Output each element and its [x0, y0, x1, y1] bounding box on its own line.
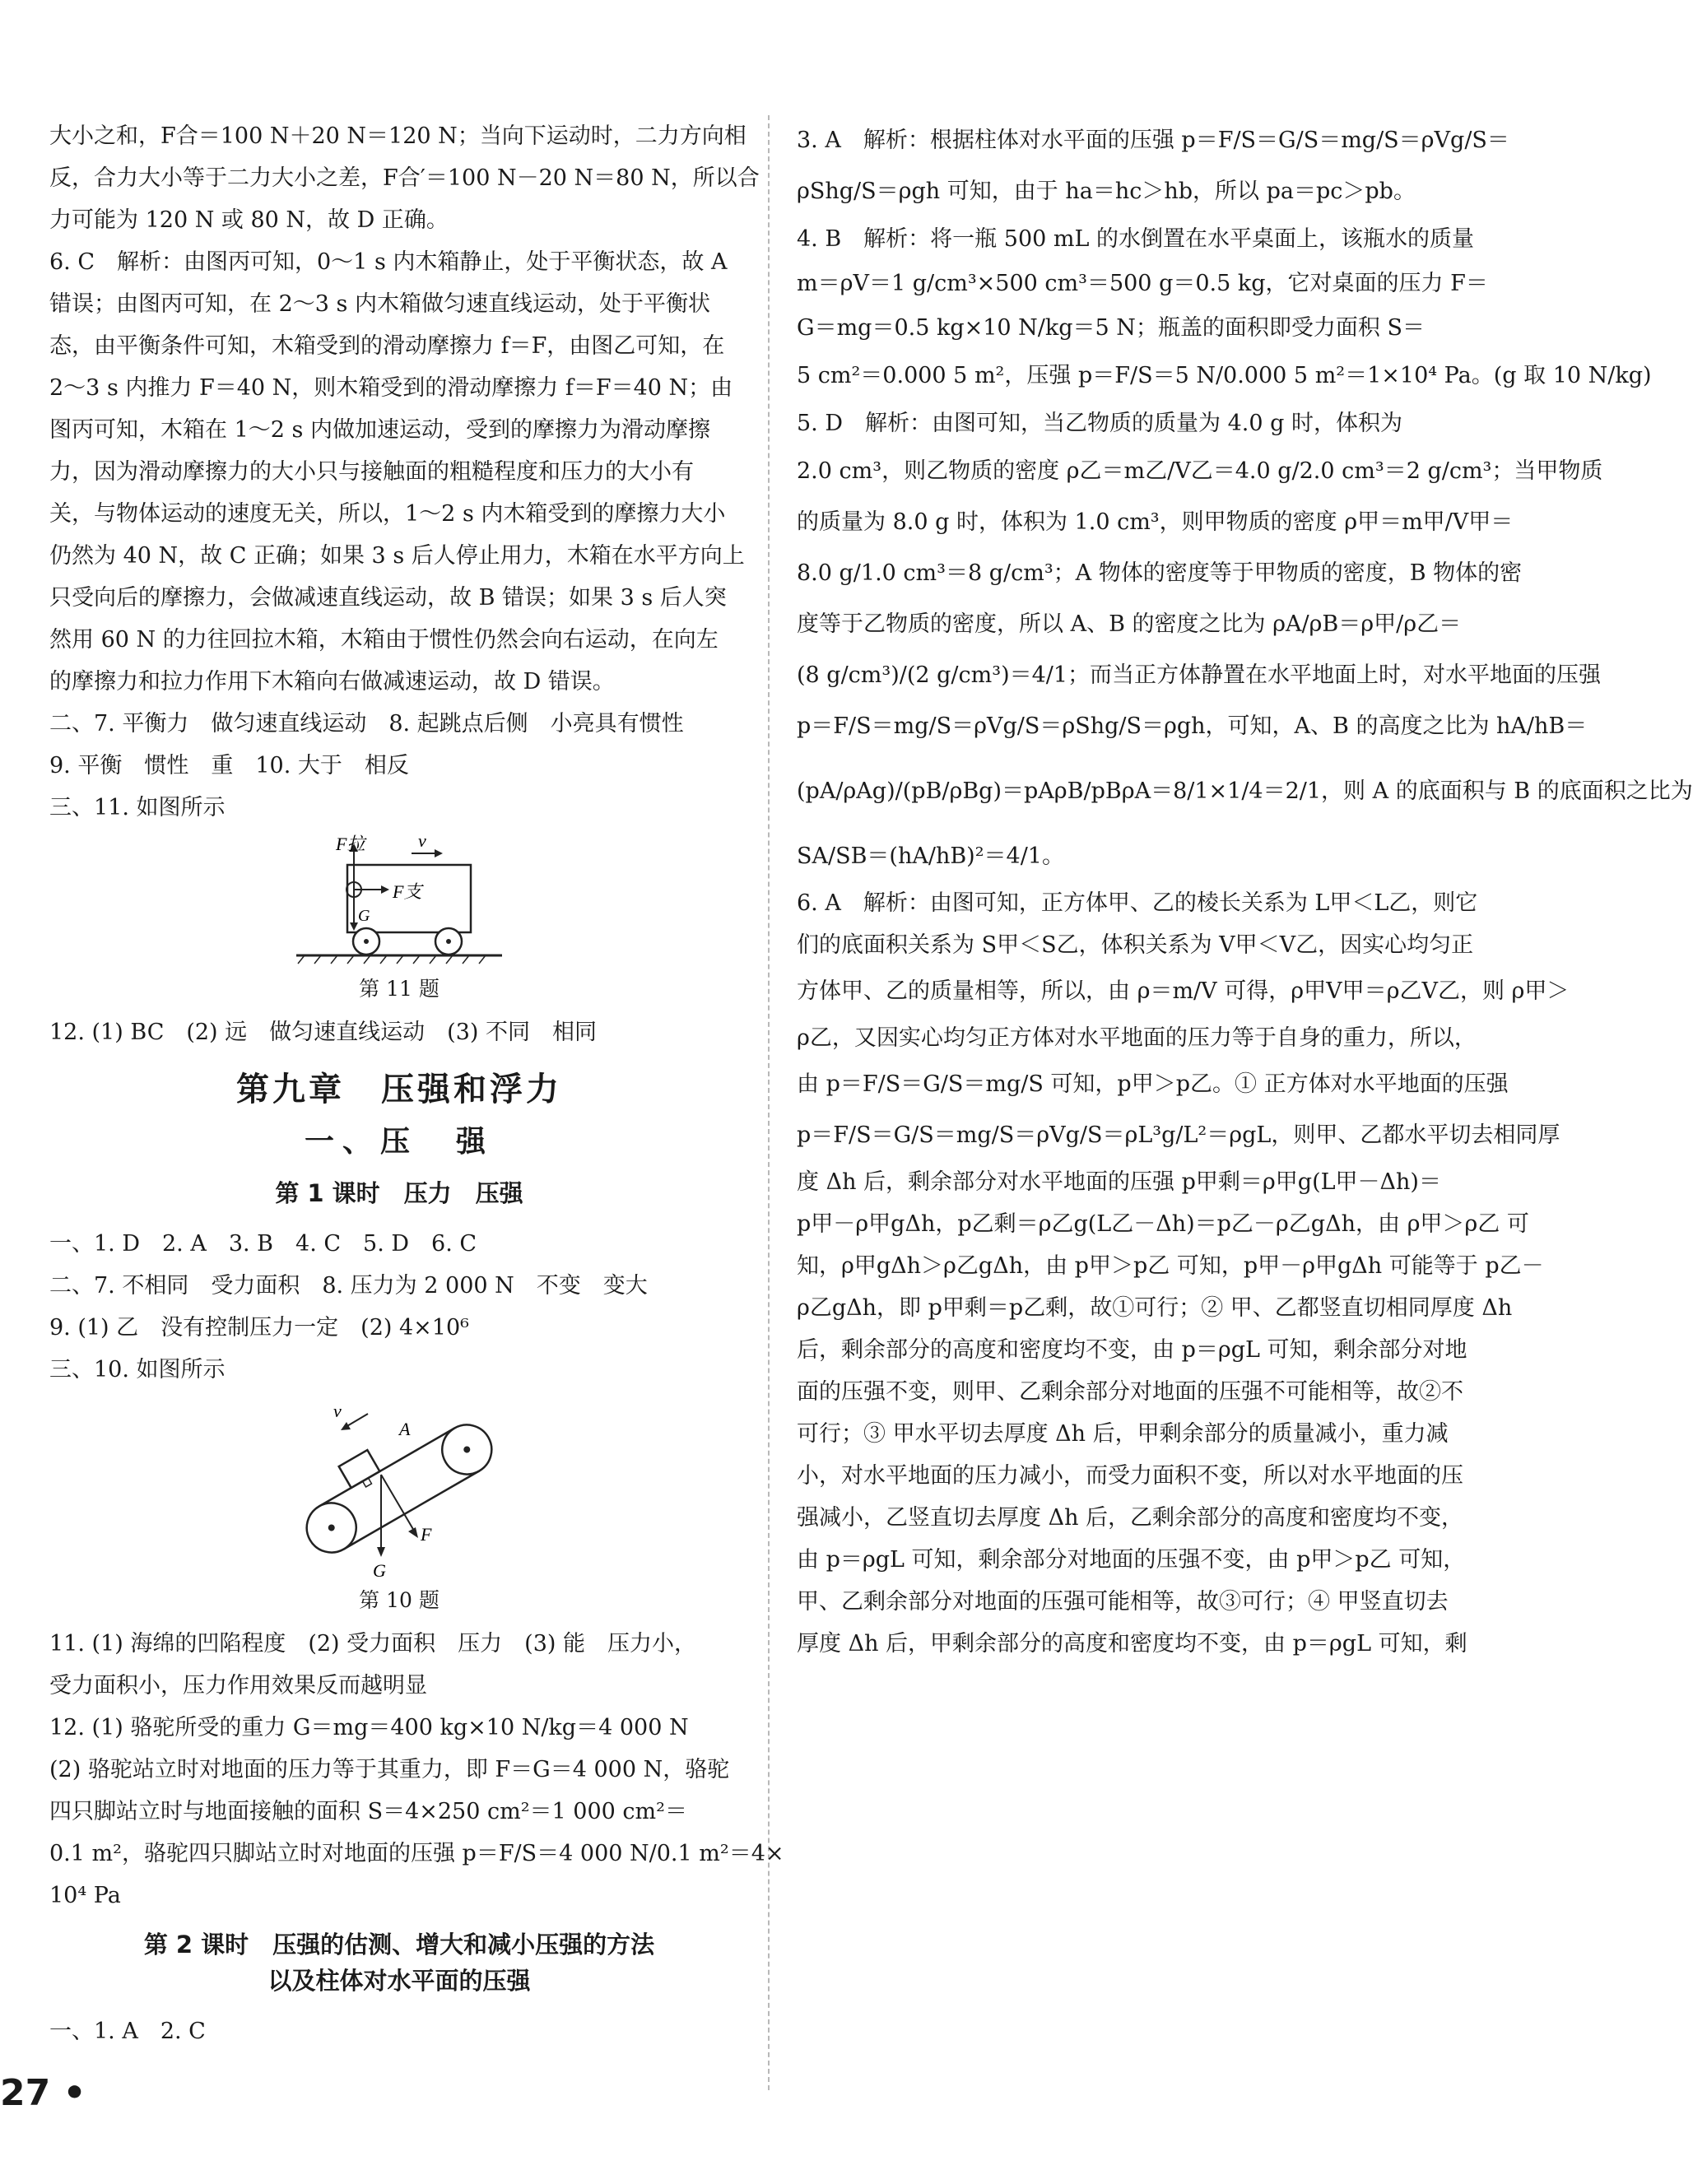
- label-g: G: [358, 907, 370, 925]
- figure-11-cart-diagram: [288, 832, 510, 972]
- text-line: 大小之和，F合＝100 N＋20 N＝120 N；当向下运动时，二力方向相: [49, 123, 747, 149]
- label-f-pull: F拉: [336, 834, 365, 854]
- text-line: 11. (1) 海绵的凹陷程度 (2) 受力面积 压力 (3) 能 压力小，: [49, 1631, 697, 1657]
- text-line: 12. (1) BC (2) 远 做匀速直线运动 (3) 不同 相同: [49, 1020, 598, 1045]
- label-v: v: [418, 830, 426, 851]
- text-line: 9. (1) 乙 没有控制压力一定 (2) 4×10⁶: [49, 1315, 469, 1341]
- text-line: 图丙可知，木箱在 1～2 s 内做加速运动，受到的摩擦力为滑动摩擦: [49, 417, 710, 443]
- text-line: 6. C 解析：由图丙可知，0～1 s 内木箱静止，处于平衡状态，故 A: [49, 249, 728, 275]
- label-f: F: [421, 1524, 432, 1545]
- text-line: 度 Δh 后，剩余部分对水平地面的压强 p甲剩＝ρ甲g(L甲－Δh)＝: [797, 1169, 1441, 1195]
- left-column: [49, 115, 784, 2052]
- text-line: p＝F/S＝mg/S＝ρVg/S＝ρShg/S＝ρgh，可知，A、B 的高度之比为 hA/hB＝: [797, 713, 1588, 739]
- text-line: 三、10. 如图所示: [49, 1357, 226, 1382]
- right-column: [797, 115, 1693, 1665]
- text-line: 5. D 解析：由图可知，当乙物质的质量为 4.0 g 时，体积为: [797, 411, 1402, 436]
- text-line: 8.0 g/1.0 cm³＝8 g/cm³；A 物体的密度等于甲物质的密度，B 物体的密: [797, 560, 1523, 586]
- text-line: p＝F/S＝G/S＝mg/S＝ρVg/S＝ρL³g/L²＝ρgL，则甲、乙都水平切去相同厚: [797, 1122, 1560, 1148]
- text-line: 错误；由图丙可知，在 2～3 s 内木箱做匀速直线运动，处于平衡状: [49, 291, 710, 317]
- pressure-force-arrow: [381, 1475, 414, 1531]
- text-line: 甲、乙剩余部分对地面的压强可能相等，故③可行；④ 甲竖直切去: [797, 1589, 1449, 1615]
- text-line: 度等于乙物质的密度，所以 A、B 的密度之比为 ρA/ρB＝ρ甲/ρ乙＝: [797, 611, 1462, 637]
- text-line: 9. 平衡 惯性 重 10. 大于 相反: [49, 753, 409, 778]
- text-line: 三、11. 如图所示: [49, 795, 226, 820]
- text-line: 6. A 解析：由图可知，正方体甲、乙的棱长关系为 L甲＜L乙，则它: [797, 890, 1478, 916]
- text-line: 反，合力大小等于二力大小之差，F合′＝100 N－20 N＝80 N，所以合: [49, 165, 760, 191]
- velocity-arrow: [346, 1414, 368, 1427]
- figure-11-caption: 第 11 题: [359, 977, 440, 1001]
- text-line: 们的底面积关系为 S甲＜S乙，体积关系为 V甲＜V乙，因实心均匀正: [797, 932, 1474, 958]
- text-line: 仍然为 40 N，故 C 正确；如果 3 s 后人停止用力，木箱在水平方向上: [49, 543, 745, 569]
- text-line: 12. (1) 骆驼所受的重力 G＝mg＝400 kg×10 N/kg＝4 000 N: [49, 1715, 689, 1740]
- text-line: ρ乙gΔh，即 p甲剩＝p乙剩，故①可行；② 甲、乙都竖直切相同厚度 Δh: [797, 1295, 1513, 1321]
- text-line: 由 p＝F/S＝G/S＝mg/S 可知，p甲＞p乙。① 正方体对水平地面的压强: [797, 1071, 1509, 1097]
- text-line: 2.0 cm³，则乙物质的密度 ρ乙＝m乙/V乙＝4.0 g/2.0 cm³＝2 g/cm³；当甲物质: [797, 458, 1603, 484]
- text-line: 只受向后的摩擦力，会做减速直线运动，故 B 错误；如果 3 s 后人突: [49, 585, 727, 611]
- text-line: 力，因为滑动摩擦力的大小只与接触面的粗糙程度和压力的大小有: [49, 459, 694, 485]
- text-line: 二、7. 不相同 受力面积 8. 压力为 2 000 N 不变 变大: [49, 1273, 648, 1299]
- label-v: v: [333, 1401, 342, 1421]
- text-line: 二、7. 平衡力 做匀速直线运动 8. 起跳点后侧 小亮具有惯性: [49, 711, 684, 737]
- text-line: 由 p＝ρgL 可知，剩余部分对地面的压强不变，由 p甲＞p乙 可知，: [797, 1547, 1466, 1573]
- text-line: 的质量为 8.0 g 时，体积为 1.0 cm³，则甲物质的密度 ρ甲＝m甲/V甲＝: [797, 509, 1514, 535]
- label-g: G: [373, 1560, 386, 1581]
- text-line: 5 cm²＝0.000 5 m²，压强 p＝F/S＝5 N/0.000 5 m²＝1×10⁴ Pa。(g 取 10 N/kg): [797, 363, 1652, 388]
- text-line: 知，ρ甲gΔh＞ρ乙gΔh，由 p甲＞p乙 可知，p甲－ρ甲gΔh 可能等于 p乙－: [797, 1253, 1544, 1279]
- text-line: 面的压强不变，则甲、乙剩余部分对地面的压强不可能相等，故②不: [797, 1379, 1463, 1405]
- lesson-title: [49, 1926, 749, 1999]
- lesson-title-line: 第 2 课时 压强的估测、增大和减小压强的方法: [143, 1931, 655, 1959]
- text-line: 厚度 Δh 后，甲剩余部分的高度和密度均不变，由 p＝ρgL 可知，剩: [797, 1631, 1467, 1657]
- text-line: 方体甲、乙的质量相等，所以，由 ρ＝m/V 可得，ρ甲V甲＝ρ乙V乙，则 ρ甲＞: [797, 978, 1570, 1004]
- text-line: (8 g/cm³)/(2 g/cm³)＝4/1；而当正方体静置在水平地面上时，对水平地面的压强: [797, 662, 1602, 688]
- page-number: 27 •: [0, 2072, 86, 2114]
- text-line: (2) 骆驼站立时对地面的压力等于其重力，即 F＝G＝4 000 N，骆驼: [49, 1757, 730, 1782]
- text-line: ρShg/S＝ρgh 可知，由于 ha＝hc＞hb，所以 pa＝pc＞pb。: [797, 179, 1416, 204]
- text-line: 小，对水平地面的压力减小，而受力面积不变，所以对水平地面的压: [797, 1463, 1463, 1489]
- text-line: 四只脚站立时与地面接触的面积 S＝4×250 cm²＝1 000 cm²＝: [49, 1799, 687, 1824]
- text-line: 受力面积小，压力作用效果反而越明显: [49, 1673, 427, 1698]
- text-line: 0.1 m²，骆驼四只脚站立时对地面的压强 p＝F/S＝4 000 N/0.1 m²＝4×: [49, 1841, 784, 1866]
- section-title: 一、压 强: [304, 1125, 494, 1159]
- text-line: 关，与物体运动的速度无关，所以，1～2 s 内木箱受到的摩擦力大小: [49, 501, 726, 527]
- text-line: 的摩擦力和拉力作用下木箱向右做减速运动，故 D 错误。: [49, 669, 615, 695]
- text-line: 10⁴ Pa: [49, 1883, 121, 1908]
- text-line: 一、1. D 2. A 3. B 4. C 5. D 6. C: [49, 1231, 477, 1257]
- text-line: m＝ρV＝1 g/cm³×500 cm³＝500 g＝0.5 kg，它对桌面的压力 F＝: [797, 271, 1488, 296]
- text-line: 强减小，乙竖直切去厚度 Δh 后，乙剩余部分的高度和密度均不变，: [797, 1505, 1464, 1531]
- text-line: 2～3 s 内推力 F＝40 N，则木箱受到的滑动摩擦力 f＝F＝40 N；由: [49, 375, 733, 401]
- text-line: SA/SB＝(hA/hB)²＝4/1。: [797, 843, 1064, 869]
- text-line: p甲－ρ甲gΔh，p乙剩＝ρ乙g(L乙－Δh)＝p乙－ρ乙gΔh，由 ρ甲＞ρ乙 可: [797, 1211, 1529, 1237]
- text-line: 然用 60 N 的力往回拉木箱，木箱由于惯性仍然会向右运动，在向左: [49, 627, 719, 653]
- text-line: 4. B 解析：将一瓶 500 mL 的水倒置在水平桌面上，该瓶水的质量: [797, 226, 1474, 252]
- text-line: ρ乙，又因实心均匀正方体对水平地面的压力等于自身的重力，所以，: [797, 1025, 1477, 1051]
- text-line: 可行；③ 甲水平切去厚度 Δh 后，甲剩余部分的质量减小，重力减: [797, 1421, 1449, 1447]
- text-line: 一、1. A 2. C: [49, 2019, 206, 2044]
- lesson-title-line: 以及柱体对水平面的压强: [267, 1967, 531, 1995]
- lesson-title: 第 1 课时 压力 压强: [275, 1179, 523, 1207]
- figure-10-conveyor-diagram: [276, 1394, 523, 1583]
- text-line: 力可能为 120 N 或 80 N，故 D 正确。: [49, 207, 449, 233]
- label-a: A: [399, 1419, 411, 1439]
- label-f-support: F支: [393, 881, 422, 902]
- text-line: G＝mg＝0.5 kg×10 N/kg＝5 N；瓶盖的面积即受力面积 S＝: [797, 315, 1426, 341]
- text-line: 3. A 解析：根据柱体对水平面的压强 p＝F/S＝G/S＝mg/S＝ρVg/S＝: [797, 128, 1509, 153]
- column-divider: [768, 115, 770, 2090]
- chapter-title: 第九章 压强和浮力: [236, 1071, 562, 1108]
- text-line: 态，由平衡条件可知，木箱受到的滑动摩擦力 f＝F，由图乙可知，在: [49, 333, 725, 359]
- text-line: (pA/ρAg)/(pB/ρBg)＝pAρB/pBρA＝8/1×1/4＝2/1，则 A 的底面积与 B 的底面积之比为: [797, 778, 1693, 804]
- text-line: 后，剩余部分的高度和密度均不变，由 p＝ρgL 可知，剩余部分对地: [797, 1337, 1467, 1363]
- block-a: [339, 1450, 380, 1488]
- figure-10-caption: 第 10 题: [359, 1588, 440, 1612]
